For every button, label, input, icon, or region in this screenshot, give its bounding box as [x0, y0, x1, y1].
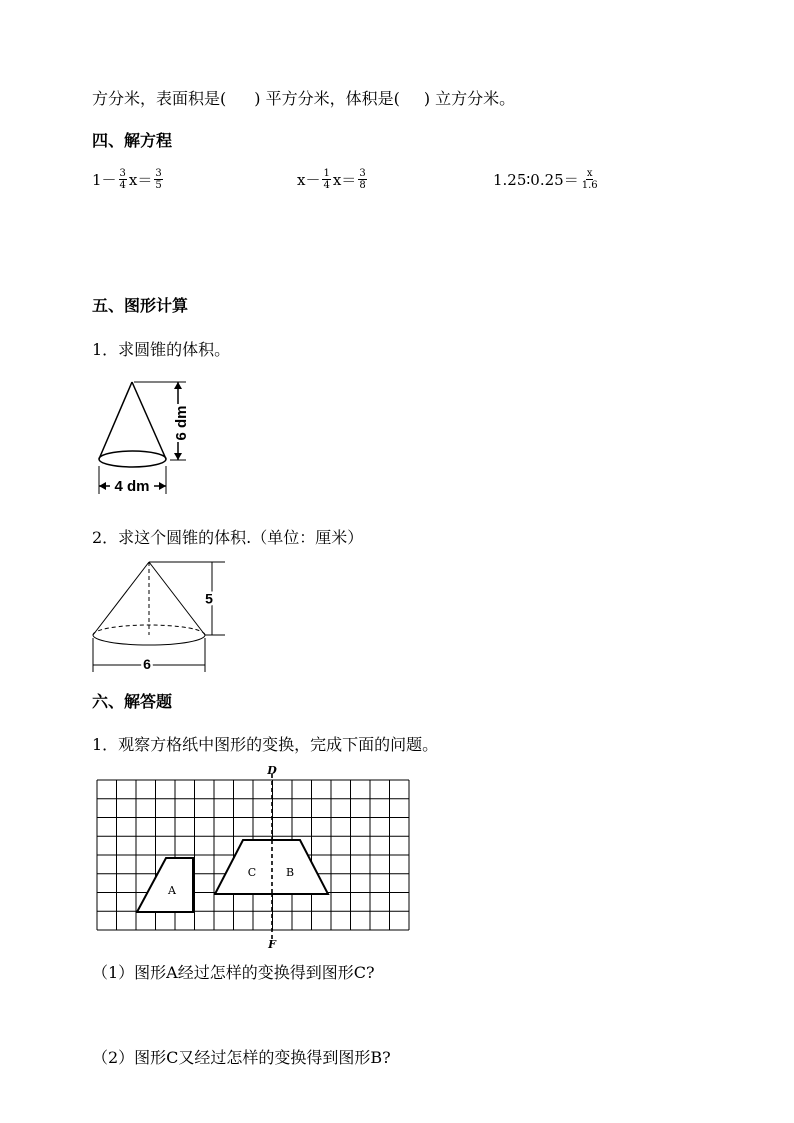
cone2-right-edge — [149, 562, 205, 635]
equation-2 — [297, 168, 369, 191]
eq1-den2: 5 — [155, 180, 162, 191]
section4-title: 四、解方程 — [92, 131, 173, 150]
eq1-fraction2 — [154, 168, 162, 191]
shape-a-label: A — [168, 884, 176, 897]
eq2-num2: 3 — [359, 168, 366, 179]
cone1-arrow-up — [174, 382, 182, 389]
section5-title: 五、图形计算 — [92, 296, 189, 315]
eq1-num1: 3 — [119, 168, 126, 179]
top-line-part1: 方分米，表面积是( — [92, 89, 227, 108]
top-line — [92, 86, 515, 109]
cone1-base — [99, 451, 166, 467]
cone2-base-label: 6 — [143, 656, 151, 672]
equation-3 — [493, 168, 601, 191]
section6-sub1: （1）图形A经过怎样的变换得到图形C? — [92, 963, 375, 982]
section6-sub2: （2）图形C又经过怎样的变换得到图形B? — [92, 1048, 391, 1067]
eq1-mid: x＝ — [128, 171, 153, 189]
section6-title: 六、解答题 — [92, 692, 173, 711]
section6-question1: 1．观察方格纸中图形的变换，完成下面的问题。 — [92, 735, 439, 754]
eq3-num: x — [586, 168, 593, 179]
top-line-part3: ) 立方分米。 — [423, 89, 516, 108]
eq2-den1: 4 — [323, 180, 330, 191]
eq3-fraction — [581, 168, 599, 191]
cone1-height-label: 6 dm — [172, 405, 190, 441]
shape-b-label: B — [285, 866, 295, 879]
section5-question1: 1．求圆锥的体积。 — [92, 340, 231, 359]
cone1-arrow-down — [174, 453, 182, 460]
top-line-part2: ) 平方分米，体积是( — [254, 89, 400, 108]
cone1-arrow-right — [159, 482, 166, 490]
cone1-right-edge — [132, 382, 166, 459]
eq2-den2: 8 — [359, 180, 366, 191]
eq2-num1: 1 — [323, 168, 330, 179]
eq2-left: x－ — [297, 171, 321, 189]
grid-figure — [92, 762, 414, 950]
cone-figure-2 — [88, 556, 228, 674]
eq2-mid: x＝ — [332, 171, 357, 189]
shape-a — [137, 858, 193, 912]
eq3-left: 1.25∶0.25＝ — [493, 171, 579, 189]
equation-1 — [92, 168, 165, 191]
cone-figure-1 — [90, 376, 200, 500]
cone2-base-front — [93, 635, 205, 645]
cone1-left-edge — [99, 382, 132, 459]
eq3-den: 1.6 — [581, 180, 598, 191]
eq1-den1: 4 — [119, 180, 126, 191]
section5-question2: 2．求这个圆锥的体积.（单位：厘米） — [92, 528, 364, 547]
eq1-left: 1－ — [92, 171, 117, 189]
shape-c-label: C — [247, 866, 257, 879]
axis-label-top: D — [267, 764, 277, 777]
cone1-base-label: 4 dm — [114, 478, 150, 495]
eq1-num2: 3 — [155, 168, 162, 179]
axis-label-bottom: F — [268, 938, 276, 950]
cone1-arrow-left — [99, 482, 106, 490]
cone2-left-edge — [93, 562, 149, 635]
eq1-fraction1 — [119, 168, 127, 191]
eq2-fraction2 — [358, 168, 366, 191]
cone2-height-label: 5 — [205, 590, 213, 607]
eq2-fraction1 — [322, 168, 330, 191]
